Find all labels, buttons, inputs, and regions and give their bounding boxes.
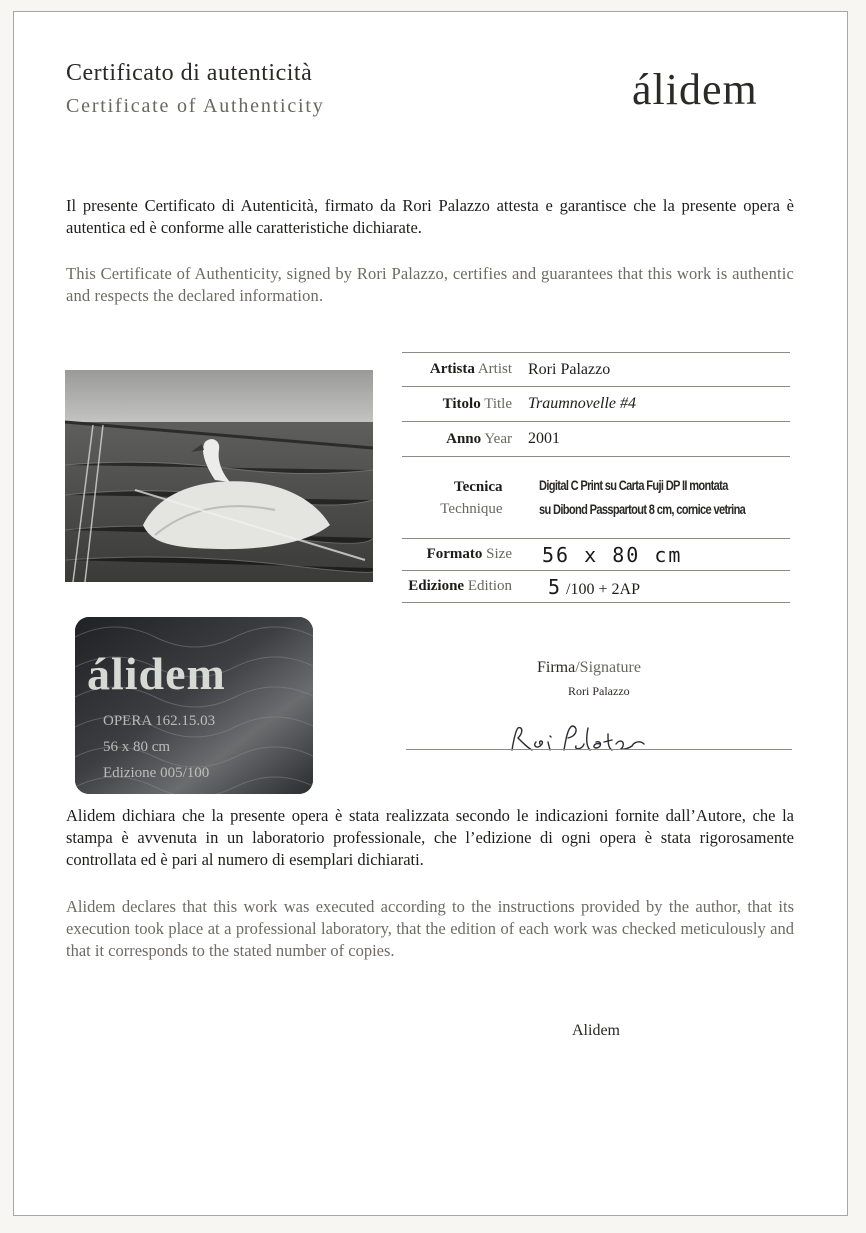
alidem-logo: álidem — [632, 65, 758, 114]
label-year — [402, 431, 528, 448]
intro-english: This Certificate of Authenticity, signed by Rori Palazzo, certifies and guarantees that this work is authentic and respects the declared information. — [66, 264, 794, 305]
hologram-line-1: OPERA 162.15.03 — [103, 713, 216, 729]
label-title-it: Titolo — [442, 395, 481, 412]
value-technique — [539, 474, 790, 522]
row-edition — [402, 570, 790, 603]
signature-name: Rori Palazzo — [568, 684, 630, 698]
hologram-seal — [75, 617, 313, 794]
declaration-italian: Alidem dichiara che la presente opera è stata realizzata secondo le indicazioni fornite dall’Autore, che la stampa è avvenuta in un laboratorio professionale, che l’edizione di ogni opera è stata rigorosamente controllata ed è pari al numero di esemplari dichiarati. — [66, 806, 794, 869]
signature-label-it: Firma — [537, 659, 576, 676]
footer-signatory: Alidem — [572, 1022, 620, 1039]
technique-line-1: Digital C Print su Carta Fuji DP II montata — [538, 477, 728, 493]
label-technique — [402, 476, 519, 520]
signature-label — [537, 659, 641, 677]
label-title-en: Title — [484, 395, 512, 412]
hologram-logo: álidem — [87, 648, 226, 699]
artwork-details-table — [402, 352, 790, 603]
label-edition — [402, 578, 528, 595]
certificate-frame — [13, 11, 848, 1216]
title-english: Certificate of Authenticity — [66, 95, 325, 117]
label-title — [402, 396, 528, 413]
declaration-english: Alidem declares that this work was executed according to the instructions provided by the author, that its execution took place at a professional laboratory, that the edition of each work was checked meticulously and that it corresponds to the stated number of copies. — [66, 897, 794, 960]
row-size — [402, 538, 790, 570]
label-size — [402, 546, 528, 563]
row-technique — [402, 456, 790, 538]
title-italian: Certificato di autenticità — [66, 60, 313, 86]
value-title: Traumnovelle #4 — [528, 395, 636, 412]
artwork-photo — [65, 370, 373, 582]
value-edition — [548, 575, 640, 599]
swan-image — [65, 370, 373, 582]
label-year-it: Anno — [446, 430, 482, 447]
handwritten-signature — [504, 718, 664, 758]
label-year-en: Year — [484, 430, 512, 447]
row-title — [402, 386, 790, 421]
label-artist — [402, 361, 528, 378]
label-artist-en: Artist — [477, 361, 512, 377]
value-year: 2001 — [528, 430, 560, 447]
value-size: 56 x 80 cm — [542, 542, 683, 567]
label-technique-en: Technique — [440, 500, 503, 517]
label-artist-it: Artista — [429, 361, 475, 377]
row-artist — [402, 352, 790, 386]
technique-line-2: su Dibond Passpartout 8 cm, cornice vetrina — [538, 501, 745, 517]
hologram-line-3: Edizione 005/100 — [103, 765, 210, 781]
edition-number: 5 — [548, 574, 563, 599]
signature-label-en: /Signature — [575, 659, 641, 676]
row-year — [402, 421, 790, 456]
edition-total: /100 + 2AP — [566, 580, 640, 598]
value-artist: Rori Palazzo — [528, 360, 611, 378]
label-size-en: Size — [486, 546, 512, 562]
label-size-it: Formato — [426, 546, 483, 562]
hologram-line-2: 56 x 80 cm — [103, 739, 171, 755]
intro-italian: Il presente Certificato di Autenticità, firmato da Rori Palazzo attesta e garantisce che la presente opera è autentica ed è conforme alle caratteristiche dichiarate. — [66, 196, 794, 237]
signature-line — [406, 749, 792, 750]
label-edition-it: Edizione — [408, 578, 465, 594]
label-edition-en: Edition — [467, 578, 512, 594]
label-technique-it: Tecnica — [453, 478, 503, 495]
